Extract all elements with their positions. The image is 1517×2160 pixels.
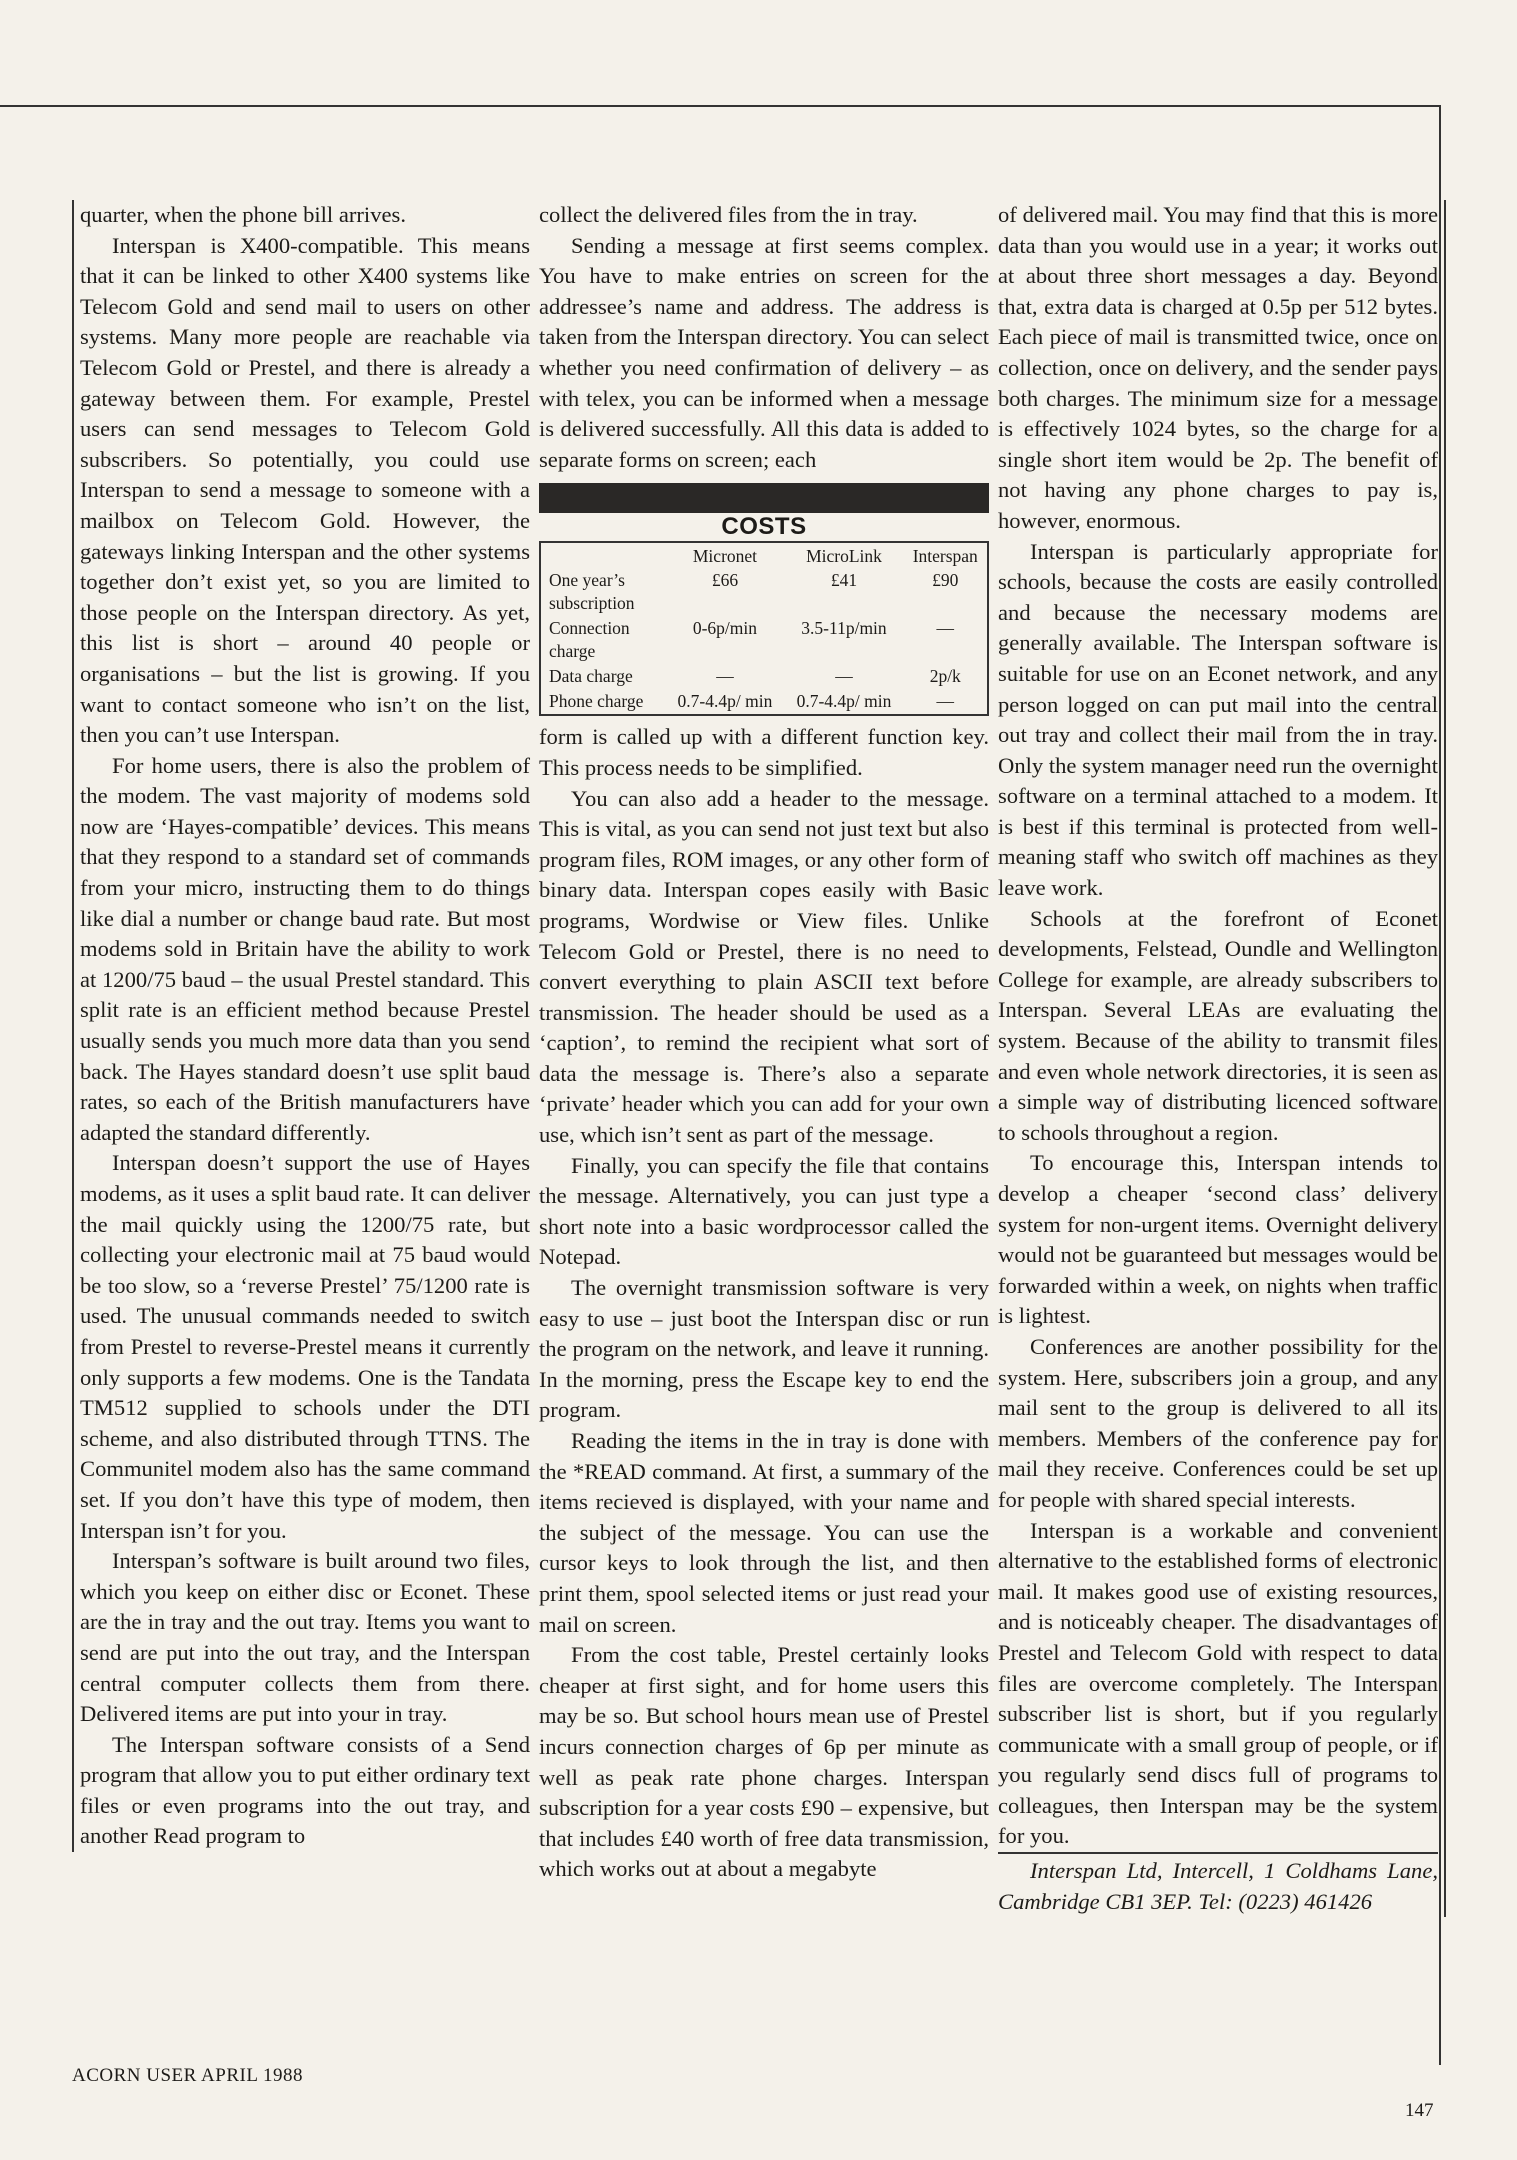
paragraph: quarter, when the phone bill arrives. bbox=[80, 202, 406, 227]
paragraph: Finally, you can specify the file that contains the message. Alternatively, you can just type a short note into a basic wordprocessor called the Notepad. bbox=[539, 1152, 989, 1270]
paragraph: For home users, there is also the problem of the modem. The vast majority of modems sold now are ‘Hayes-compatible’ devices. This means that they respond to a standard set of commands from your micro, instructing them to do things like dial a number or change baud rate. But most modems sold in Britain have the ability to work at 1200/75 baud – the usual Prestel standard. This split rate is an efficient method because Prestel usually sends you much more data than you send back. The Hayes standard doesn’t use split baud rates, so each of the British manufacturers have adapted the standard differently. bbox=[80, 752, 530, 1145]
column-1 bbox=[72, 200, 530, 1852]
column-3 bbox=[998, 200, 1446, 1917]
paragraph: The Interspan software consists of a Send program that allow you to put either ordinary text files or even programs into the out tray, and another Read program to bbox=[80, 1731, 530, 1849]
paragraph: Interspan is X400-compatible. This means that it can be linked to other X400 systems like Telecom Gold and send mail to users on other systems. Many more people are reachable via Telecom Gold or Prestel, and there is already a gateway between them. For example, Prestel users can send messages to Telecom Gold subscribers. So potentially, you could use Interspan to send a message to someone with a mailbox on Telecom Gold. However, the gateways linking Interspan and the other systems together don’t exist yet, so you are limited to those people on the Interspan directory. As yet, this list is short – around 40 people or organisations – but the list is growing. If you want to contact someone who isn’t on the list, then you can’t use Interspan. bbox=[80, 232, 530, 748]
table-row bbox=[540, 616, 988, 664]
company-address: Interspan Ltd, Intercell, 1 Coldhams Lane, Cambridge CB1 3EP. Tel: (0223) 461426 bbox=[998, 1852, 1438, 1917]
paragraph: Interspan’s software is built around two files, which you keep on either disc or Econet. These are the in tray and the out tray. Items you want to send are put into the out tray, and the Interspan central computer collects them from there. Delivered items are put into your in tray. bbox=[80, 1548, 530, 1727]
table-cell: £41 bbox=[830, 570, 858, 591]
publication-footer: ACORN USER APRIL 1988 bbox=[72, 2065, 303, 2086]
row-label: Phone charge bbox=[549, 691, 644, 712]
costs-header-cell: Interspan bbox=[912, 546, 978, 567]
table-cell: 0-6p/min bbox=[692, 618, 758, 639]
table-row bbox=[540, 568, 988, 616]
costs-header-cell bbox=[540, 543, 665, 568]
table-cell: — bbox=[835, 666, 853, 687]
table-cell: £66 bbox=[711, 570, 739, 591]
column-2 bbox=[539, 200, 989, 1885]
table-row bbox=[540, 689, 988, 715]
paragraph: Interspan doesn’t support the use of Hayes modems, as it uses a split baud rate. It can deliver the mail quickly using the 1200/75 rate, but collecting your electronic mail at 75 baud would be too slow, so a ‘reverse Prestel’ 75/1200 rate is used. The unusual commands needed to switch from Prestel to reverse-Prestel means it currently only supports a few modems. One is the Tandata TM512 supplied to schools under the DTI scheme, and also distributed through TTNS. The Communitel modem also has the same command set. If you don’t have this type of modem, then Interspan isn’t for you. bbox=[80, 1150, 530, 1543]
table-cell: — bbox=[936, 691, 954, 712]
costs-header-cell: MicroLink bbox=[806, 546, 882, 567]
table-cell: — bbox=[936, 618, 954, 639]
top-rule bbox=[0, 105, 1440, 107]
table-cell: — bbox=[716, 666, 734, 687]
paragraph: From the cost table, Prestel certainly looks cheaper at first sight, and for home users this may be so. But school hours mean use of Prestel incurs connection charges of 6p per minute as well as peak rate phone charges. Interspan subscription for a year costs £90 – expensive, but that includes £40 worth of free data transmission, which works out at about a megabyte bbox=[539, 1642, 989, 1882]
row-label: One year’s subscription bbox=[549, 570, 635, 614]
table-cell: 0.7-4.4p/ min bbox=[677, 691, 773, 712]
page-number: 147 bbox=[1405, 2100, 1434, 2121]
costs-header-row bbox=[540, 543, 988, 568]
row-label: Data charge bbox=[549, 666, 633, 687]
costs-title: COSTS bbox=[539, 513, 989, 543]
table-cell: £90 bbox=[932, 570, 959, 591]
costs-header-bar bbox=[539, 483, 989, 513]
costs-table bbox=[539, 543, 989, 716]
table-cell: 3.5-11p/min bbox=[801, 618, 887, 639]
paragraph: Schools at the forefront of Econet developments, Felstead, Oundle and Wellington College for example, are already subscribers to Interspan. Several LEAs are evaluating the system. Because of the ability to transmit files and even whole network directories, it is seen as a simple way of distributing licenced software to schools throughout a region. bbox=[998, 905, 1438, 1145]
paragraph: The overnight transmission software is very easy to use – just boot the Interspan disc or run the program on the network, and leave it running. In the morning, press the Escape key to end the program. bbox=[539, 1275, 989, 1423]
row-label: Connection charge bbox=[549, 618, 630, 662]
paragraph: You can also add a header to the message. This is vital, as you can send not just text but also program files, ROM images, or any other form of binary data. Interspan copes easily with Basic programs, Wordwise or View files. Unlike Telecom Gold or Prestel, there is no need to convert everything to plain ASCII text before transmission. The header should be used as a ‘caption’, to remind the recipient what sort of data the message is. There’s also a separate ‘private’ header which you can add for your own use, which isn’t sent as part of the message. bbox=[539, 785, 989, 1148]
paragraph: Interspan is particularly appropriate for schools, because the costs are easily controlled and because the necessary modems are generally available. The Interspan software is suitable for use on an Econet network, and any person logged on can put mail into the central out tray and collect their mail from the in tray. Only the system manager need run the overnight software on a terminal attached to a modem. It is best if this terminal is protected from well-meaning staff who switch off machines as they leave work. bbox=[998, 538, 1438, 901]
paragraph: Conferences are another possibility for the system. Here, subscribers join a group, and any mail sent to the group is delivered to all its members. Members of the conference pay for mail they receive. Conferences could be set up for people with shared special interests. bbox=[998, 1333, 1438, 1512]
paragraph: To encourage this, Interspan intends to develop a cheaper ‘second class’ delivery system for non-urgent items. Overnight delivery would not be guaranteed but messages would be forwarded within a week, on nights when traffic is lightest. bbox=[998, 1150, 1438, 1329]
costs-header-cell: Micronet bbox=[692, 546, 758, 567]
paragraph: of delivered mail. You may find that this is more data than you would use in a year; it works out at about three short messages a day. Beyond that, extra data is charged at 0.5p per 512 bytes. Each piece of mail is transmitted twice, once on collection, once on delivery, and the sender pays both charges. The minimum size for a message is effectively 1024 bytes, so the charge for a single short item would be 2p. The benefit of not having any phone charges to pay is, however, enormous. bbox=[998, 202, 1438, 533]
paragraph: collect the delivered files from the in tray. bbox=[539, 202, 918, 227]
paragraph: Reading the items in the in tray is done with the *READ command. At first, a summary of the items recieved is displayed, with your name and the subject of the message. You can use the cursor keys to look through the list, and then print them, spool selected items or just read your mail on screen. bbox=[539, 1428, 989, 1637]
paragraph: Interspan is a workable and convenient alternative to the established forms of electronic mail. It makes good use of existing resources, and is noticeably cheaper. The disadvantages of Prestel and Telecom Gold with respect to data files are overcome completely. The Interspan subscriber list is short, but if you regularly communicate with a small group of people, or if you regularly send discs full of programs to colleagues, then Interspan may be the system for you. bbox=[998, 1517, 1438, 1849]
paragraph: Sending a message at first seems complex. You have to make entries on screen for the addressee’s name and address. The address is taken from the Interspan directory. You can select whether you need confirmation of delivery – as with telex, you can be informed when a message is delivered successfully. All this data is added to separate forms on screen; each bbox=[539, 232, 989, 472]
table-cell: 2p/k bbox=[929, 666, 961, 687]
table-cell: 0.7-4.4p/ min bbox=[796, 691, 892, 712]
paragraph: form is called up with a different function key. This process needs to be simplified. bbox=[539, 724, 989, 780]
costs-table-box bbox=[539, 483, 989, 716]
table-row bbox=[540, 664, 988, 689]
